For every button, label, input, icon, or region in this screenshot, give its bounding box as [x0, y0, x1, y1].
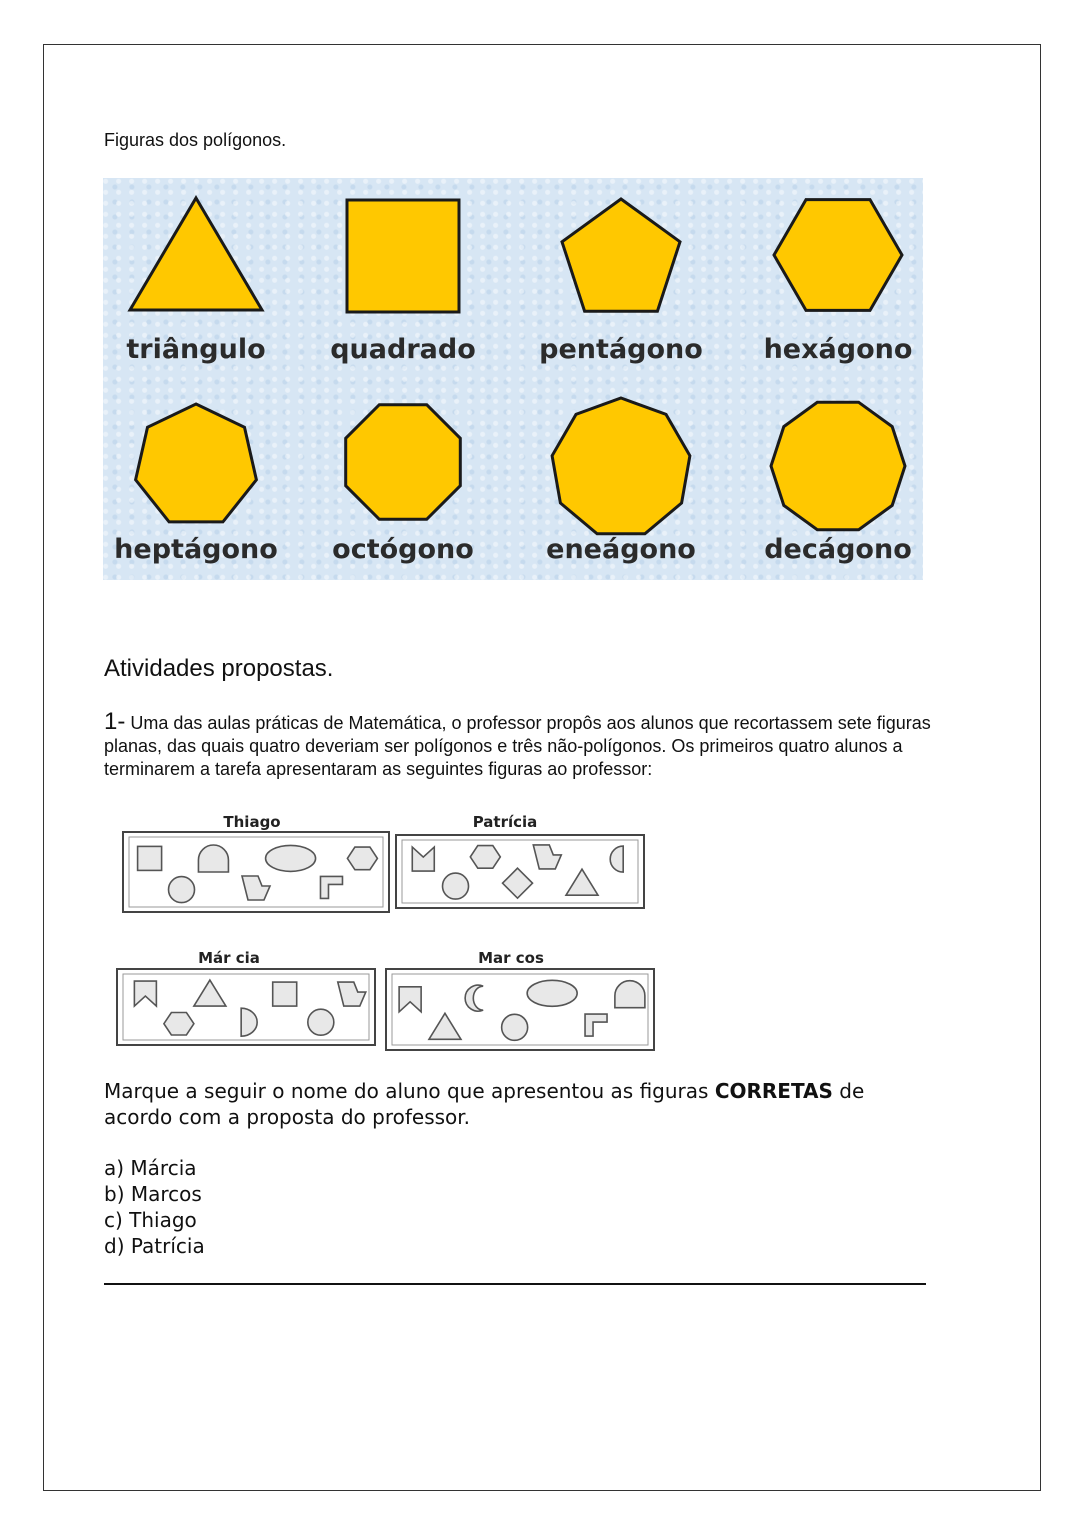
polygon-8-sides: [346, 405, 461, 520]
student-figure-box: [120, 829, 392, 915]
shape-hexagon: [470, 846, 500, 869]
instruction-text: Marque a seguir o nome do aluno que apresentou as figuras: [104, 1079, 715, 1103]
polygon-4-sides: [347, 200, 459, 312]
student-figure-box: [393, 832, 647, 911]
question-1: [104, 710, 934, 781]
shape-circle: [443, 873, 469, 899]
student-name: Mar cos: [478, 949, 544, 967]
polygon-label: triângulo: [126, 334, 266, 365]
instruction-emphasis: CORRETAS: [714, 1079, 833, 1103]
answer-line: [104, 1283, 926, 1285]
shape-circle: [169, 877, 195, 903]
polygon-10-sides: [771, 402, 905, 529]
polygon-3-sides: [130, 198, 262, 310]
shape-ellipse: [527, 980, 577, 1006]
shape-arch: [198, 845, 228, 872]
shape-square: [273, 982, 297, 1006]
polygons-illustration: [103, 178, 923, 580]
question-text: Uma das aulas práticas de Matemática, o professor propôs aos alunos que recortassem sete figuras planas, das quais quatro deveriam ser polígonos e três não-polígonos. Os primeiros quatro alunos a terminarem a tarefa apresentaram as seguintes figuras ao professor:: [104, 713, 931, 779]
question-number: 1-: [104, 708, 126, 735]
polygon-label: octógono: [332, 534, 474, 565]
polygon-label: eneágono: [546, 534, 696, 565]
polygon-6-sides: [774, 200, 902, 311]
student-figure-box: [383, 966, 657, 1053]
polygon-label: heptágono: [114, 534, 278, 565]
option-a[interactable]: a) Márcia: [104, 1156, 197, 1180]
option-b[interactable]: b) Marcos: [104, 1182, 202, 1206]
polygon-label: decágono: [764, 534, 912, 565]
instruction: [104, 1078, 934, 1130]
shape-hexagon: [347, 847, 377, 870]
polygon-5-sides: [562, 199, 680, 311]
shape-arch: [615, 981, 645, 1008]
polygon-7-sides: [136, 404, 257, 522]
shape-circle: [502, 1014, 528, 1040]
student-name: Thiago: [223, 813, 281, 831]
instruction-text-end: de acordo com a proposta do professor.: [104, 1079, 865, 1129]
student-name: Már cia: [198, 949, 260, 967]
figure-caption: Figuras dos polígonos.: [104, 130, 287, 150]
polygon-label: pentágono: [539, 334, 703, 365]
student-name: Patrícia: [472, 813, 538, 831]
answer-options: [104, 1155, 205, 1259]
section-title: Atividades propostas.: [104, 655, 334, 682]
option-c[interactable]: c) Thiago: [104, 1208, 197, 1232]
shape-circle: [308, 1009, 334, 1035]
polygon-9-sides: [552, 398, 690, 534]
student-figure-box: [114, 966, 378, 1048]
polygons-svg: [103, 178, 923, 580]
shape-hexagon: [164, 1013, 194, 1036]
shape-ellipse: [266, 845, 316, 871]
option-d[interactable]: d) Patrícia: [104, 1234, 205, 1258]
polygon-label: quadrado: [330, 334, 476, 365]
shape-square: [138, 846, 162, 870]
polygon-label: hexágono: [763, 334, 913, 365]
